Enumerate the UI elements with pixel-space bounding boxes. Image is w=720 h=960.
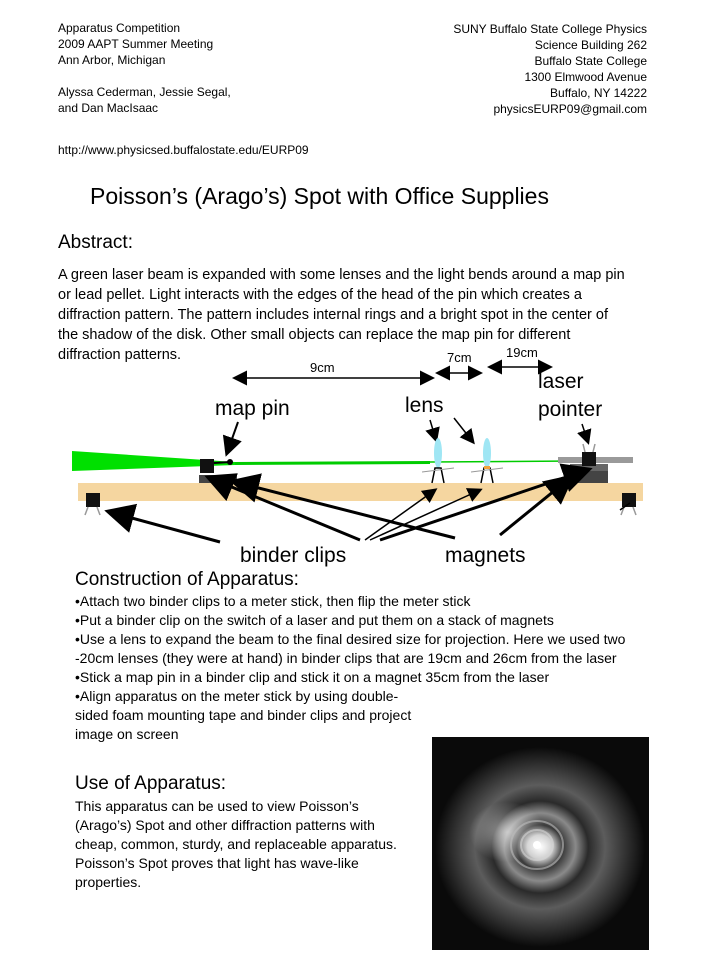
location-line: Ann Arbor, Michigan: [58, 53, 166, 67]
laser-beam-narrow: [430, 461, 575, 462]
map-pin-head: [227, 459, 233, 465]
use-heading: Use of Apparatus:: [75, 773, 227, 794]
lens-2: [483, 438, 491, 468]
map-pin-label: map pin: [215, 397, 290, 420]
laser-beam-expanded: [235, 461, 430, 465]
meeting-line: 2009 AAPT Summer Meeting: [58, 37, 214, 51]
lens-label: lens: [405, 394, 444, 417]
construction-list: [75, 592, 655, 744]
lens-pointer-arrow-2: [454, 418, 473, 442]
header-left-block: [58, 20, 231, 116]
pin-binder-clip: [200, 459, 214, 473]
laser-pointer-arrow: [582, 424, 588, 442]
institution-line: SUNY Buffalo State College Physics: [453, 22, 647, 36]
magnets-label: magnets: [445, 544, 526, 567]
poisson-spot-photo: [432, 737, 649, 950]
distance-label-19cm: 19cm: [506, 345, 538, 360]
pointer-label: pointer: [538, 398, 603, 421]
construction-step-4: •Stick a map pin in a binder clip and stick it on a magnet 35cm from the laser: [75, 669, 550, 685]
page-title: Poisson’s (Arago’s) Spot with Office Supplies: [90, 183, 549, 209]
distance-label-7cm: 7cm: [447, 350, 472, 365]
project-url[interactable]: http://www.physicsed.buffalostate.edu/EURP09: [58, 143, 309, 157]
lens-pointer-arrow-1: [430, 420, 436, 440]
city-line: Buffalo, NY 14222: [550, 86, 647, 100]
spacer-line: [58, 68, 231, 84]
competition-line: Apparatus Competition: [58, 21, 181, 35]
construction-step-1: •Attach two binder clips to a meter stick, then flip the meter stick: [75, 593, 471, 609]
abstract-heading: Abstract:: [58, 232, 133, 253]
construction-heading: Construction of Apparatus:: [75, 569, 299, 590]
abstract-body: A green laser beam is expanded with some lenses and the light bends around a map pin or lead pellet. Light interacts with the edges of the head of the pin which creates a diffraction pattern. The pattern includes internal rings and a bright spot in the center of the shadow of the disk. Other small objects can replace the map pin for different diffraction patterns.: [58, 267, 625, 363]
laser-binder-clip: [582, 452, 596, 466]
college-line: Buffalo State College: [534, 54, 647, 68]
poisson-bright-spot: [533, 841, 541, 849]
email-line[interactable]: physicsEURP09@gmail.com: [493, 102, 647, 116]
laser-label: laser: [538, 370, 584, 393]
building-line: Science Building 262: [534, 38, 647, 52]
binder-clip-left: [86, 493, 100, 507]
authors-line-1: Alyssa Cederman, Jessie Segal,: [58, 85, 231, 99]
construction-step-3: •Use a lens to expand the beam to the final desired size for projection. Here we used two -20cm lenses (they were at hand) in binder clips that are 19cm and 26cm from the laser: [75, 631, 626, 666]
apparatus-diagram: [60, 340, 660, 570]
construction-step-2: •Put a binder clip on the switch of a laser and put them on a stack of magnets: [75, 612, 554, 628]
binder-clips-label: binder clips: [240, 544, 347, 567]
pin-pointer-arrow: [227, 422, 238, 453]
construction-step-5: •Align apparatus on the meter stick by using double-sided foam mounting tape and binder clips and project image on screen: [75, 688, 412, 742]
distance-label-9cm: 9cm: [310, 360, 335, 375]
street-line: 1300 Elmwood Avenue: [524, 70, 647, 84]
use-body: This apparatus can be used to view Poisson’s (Arago’s) Spot and other diffraction patterns with cheap, common, sturdy, and replaceable apparatus. Poisson’s Spot proves that light has wave-like properties.: [75, 798, 397, 890]
lens-1: [434, 438, 442, 468]
authors-line-2: and Dan MacIsaac: [58, 101, 159, 115]
header-right-block: [453, 21, 647, 117]
binder-clip-right: [622, 493, 636, 507]
